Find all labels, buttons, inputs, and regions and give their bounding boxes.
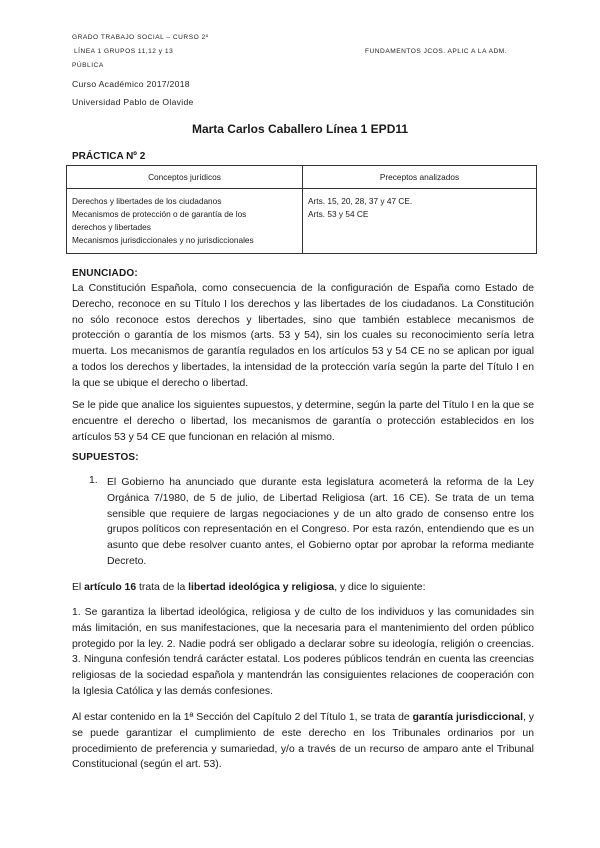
answer-article-ref: artículo 16 [84, 582, 137, 593]
precept-line: Arts. 53 y 54 CE [308, 209, 369, 219]
answer-intro-text: , y dice lo siguiente: [334, 582, 426, 593]
enunciado-heading: ENUNCIADO: [72, 268, 138, 279]
conclusion-text: , y se puede garantizar el cumplimiento de este derecho en los Tribunales ordinarios por un procedimiento de preferencia y sumariedad, y/o a través de un recurso de amparo ante el Tribunal Constitucional (según el art. 53). [72, 712, 534, 771]
answer-conclusion [72, 710, 534, 773]
precept-line: Arts. 15, 20, 28, 37 y 47 CE. [308, 196, 413, 206]
concept-line: derechos y libertades [72, 222, 151, 232]
table-header-concepts: Conceptos jurídicos [67, 166, 303, 189]
concept-line: Mecanismos de protección o de garantía de los [72, 209, 247, 219]
concept-line: Mecanismos jurisdiccionales y no jurisdiccionales [72, 235, 254, 245]
table-cell-precepts [303, 189, 537, 254]
header-course: Curso Académico 2017/2018 [72, 79, 190, 89]
table-header-precepts: Preceptos analizados [303, 166, 537, 189]
table-cell-concepts [67, 189, 303, 254]
conclusion-guarantee-type: garantía jurisdiccional [412, 712, 523, 723]
header-subject: FUNDAMENTOS JCOS. APLIC A LA ADM. [365, 48, 508, 55]
header-subject-cont: PÚBLICA [72, 62, 104, 69]
enunciado-paragraph-1: La Constitución Española, como consecuencia de la configuración de España como Estado de Derecho, reconoce en su Título I los derechos y las libertades de los ciudadanos. La Constitución no sólo reconoce estos derechos y libertades, sino que también establece mecanismos de protección o garantía de los mismos (arts. 53 y 54), sin los cuales su reconocimiento sería letra muerta. Los mecanismos de garantía regulados en los artículos 53 y 54 CE no se aplican por igual a todos los derechos y libertades, la intensidad de la protección varía según la parte del Título I en la que se ubique el derecho o libertad. [72, 283, 534, 389]
answer-intro-text: El [72, 582, 85, 593]
enunciado-paragraph-2: Se le pide que analice los siguientes supuestos, y determine, según la parte del Título I en la que se encuentre el derecho o libertad, los mecanismos de garantía o protección establecidos en los artículos 53 y 54 CE que funcionan en relación al mismo. [72, 400, 534, 443]
page-title: Marta Carlos Caballero Línea 1 EPD11 [191, 122, 409, 136]
answer-intro-text: trata de la [136, 582, 189, 593]
practice-heading: PRÁCTICA Nº 2 [72, 151, 146, 162]
conclusion-text: Al estar contenido en la 1ª Sección del Capítulo 2 del Título 1, se trata de [72, 712, 413, 723]
concept-line: Derechos y libertades de los ciudadanos [72, 196, 222, 206]
header-university: Universidad Pablo de Olavide [72, 97, 194, 107]
table-row [67, 189, 537, 254]
supuestos-heading: SUPUESTOS: [72, 452, 139, 463]
answer-right-name: libertad ideológica y religiosa [188, 582, 335, 593]
article-quote: 1. Se garantiza la libertad ideológica, religiosa y de culto de los individuos y las comunidades sin más limitación, en sus manifestaciones, que la necesaria para el mantenimiento del orden público protegido por la ley. 2. Nadie podrá ser obligado a declarar sobre su ideología, religión o creencias. 3. Ninguna confesión tendrá carácter estatal. Los poderes públicos tendrán en cuenta las creencias religiosas de la sociedad española y mantendrán las consiguientes relaciones de cooperación con la Iglesia Católica y las demás confesiones. [72, 607, 534, 697]
header-groups: LÍNEA 1 GRUPOS 11,12 y 13 [74, 48, 174, 55]
item-number: 1. [89, 475, 98, 486]
concepts-table [66, 165, 537, 254]
answer-intro [72, 580, 534, 596]
table-header-row [67, 166, 537, 189]
header-degree: GRADO TRABAJO SOCIAL – CURSO 2º [72, 34, 209, 41]
supuesto-item-text: El Gobierno ha anunciado que durante esta legislatura acometerá la reforma de la Ley Orgánica 7/1980, de 5 de julio, de Libertad Religiosa (art. 16 CE). Se trata de un tema sensible que requiere de largas negociaciones y de un alto grado de consenso entre los grupos políticos con representación en el Congreso. Por esta razón, entendiendo que es un asunto que debe resolver cuanto antes, el Gobierno optar por aprobar la reforma mediante Decreto. [107, 477, 534, 567]
